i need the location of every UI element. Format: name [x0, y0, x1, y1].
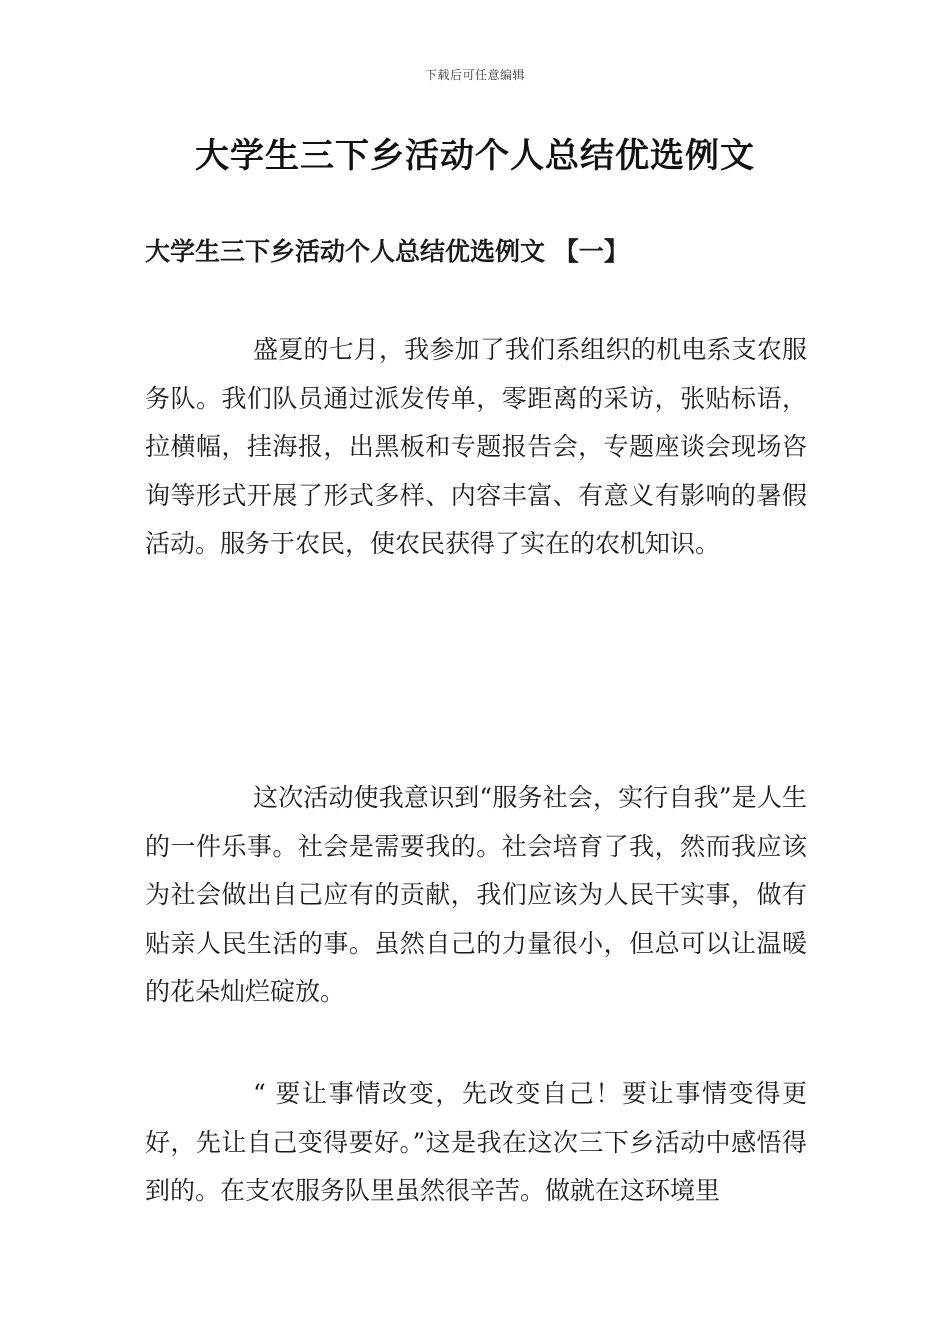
section-heading: 大学生三下乡活动个人总结优选例文 【一】: [145, 237, 629, 266]
paragraph-1: 盛夏的七月，我参加了我们系组织的机电系支农服务队。我们队员通过派发传单，零距离的采访，张贴标语，拉横幅，挂海报，出黑板和专题报告会，专题座谈会现场咨询等形式开展了形式多样、内容丰富、有意义有影响的暑假活动。服务于农民，使农民获得了实在的农机知识。: [145, 335, 807, 558]
document-title: 大学生三下乡活动个人总结优选例文: [195, 136, 755, 176]
header-note: 下载后可任意编辑: [424, 68, 525, 82]
paragraph-3: “ 要让事情改变，先改变自己！要让事情变得更好，先让自己变得要好。”这是我在这次三下乡活动中感悟得到的。在支农服务队里虽然很辛苦。做就在这环境里: [145, 1079, 807, 1205]
paragraph-2: 这次活动使我意识到“服务社会，实行自我”是人生的一件乐事。社会是需要我的。社会培育了我，然而我应该为社会做出自己应有的贡献，我们应该为人民干实事，做有贴亲人民生活的事。虽然自己的力量很小，但总可以让温暖的花朵灿烂碇放。: [145, 783, 807, 1006]
